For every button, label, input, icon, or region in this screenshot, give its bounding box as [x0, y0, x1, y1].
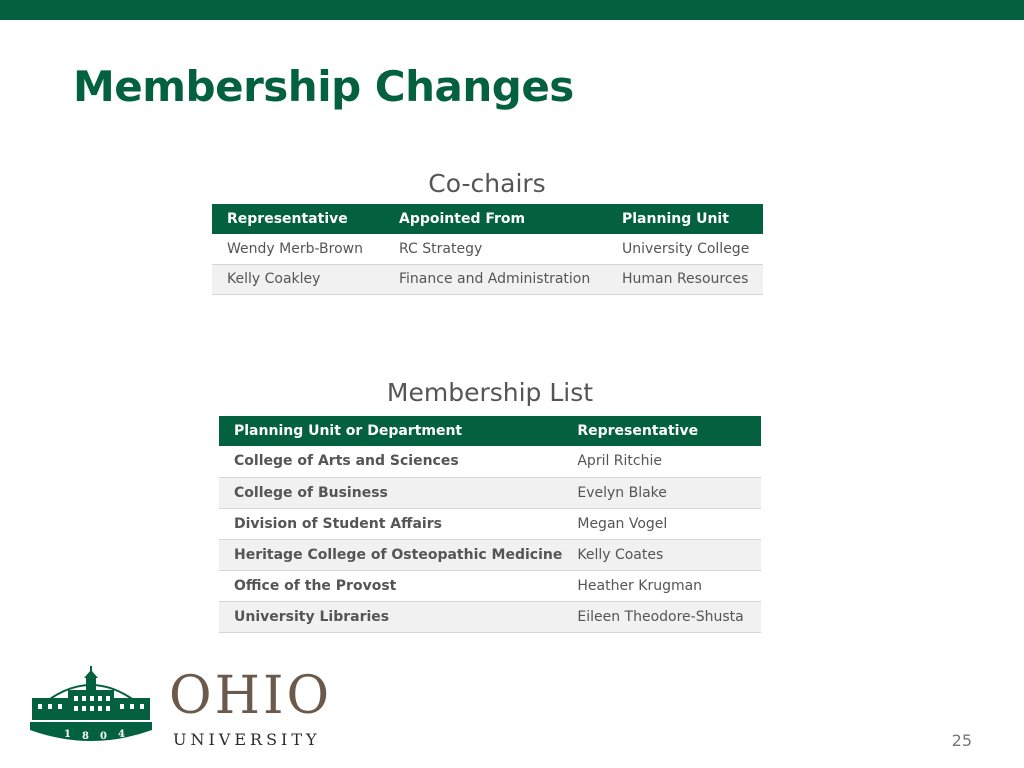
- column-header: Planning Unit: [607, 204, 763, 234]
- table-cell: April Ritchie: [562, 446, 761, 477]
- membership-caption: Membership List: [386, 378, 594, 407]
- column-header: Appointed From: [384, 204, 607, 234]
- table-row: [219, 601, 761, 632]
- svg-text:8: 8: [82, 731, 89, 742]
- table-cell: Eileen Theodore-Shusta: [562, 601, 761, 632]
- column-header: Planning Unit or Department: [219, 416, 562, 446]
- svg-text:4: 4: [118, 729, 125, 740]
- table-cell: Megan Vogel: [562, 508, 761, 539]
- logo-wordmark: OHIO: [169, 666, 333, 726]
- table-cell: College of Business: [219, 477, 562, 508]
- svg-text:1: 1: [64, 729, 71, 740]
- cutler-hall-emblem-icon: [28, 666, 154, 752]
- top-accent-bar: [0, 0, 1024, 20]
- table-cell: Kelly Coates: [562, 539, 761, 570]
- slide-title: Membership Changes: [73, 62, 574, 111]
- table-cell: Heather Krugman: [562, 570, 761, 601]
- cochairs-table: [212, 204, 763, 295]
- table-cell: Finance and Administration: [384, 264, 607, 294]
- table-cell: Wendy Merb-Brown: [212, 234, 384, 264]
- table-header-row: [212, 204, 763, 234]
- table-cell: Human Resources: [607, 264, 763, 294]
- table-header-row: [219, 416, 761, 446]
- table-cell: Heritage College of Osteopathic Medicine: [219, 539, 562, 570]
- membership-table: [219, 416, 761, 633]
- table-row: [219, 539, 761, 570]
- column-header: Representative: [562, 416, 761, 446]
- table-row: [212, 264, 763, 294]
- table-cell: Office of the Provost: [219, 570, 562, 601]
- table-row: [219, 508, 761, 539]
- table-cell: University Libraries: [219, 601, 562, 632]
- cochairs-caption: Co-chairs: [428, 169, 546, 198]
- page-number: 25: [951, 731, 972, 750]
- logo-subtitle: UNIVERSITY: [173, 730, 321, 749]
- column-header: Representative: [212, 204, 384, 234]
- table-row: [219, 570, 761, 601]
- table-cell: Evelyn Blake: [562, 477, 761, 508]
- table-row: [212, 234, 763, 264]
- table-cell: RC Strategy: [384, 234, 607, 264]
- table-cell: Kelly Coakley: [212, 264, 384, 294]
- table-row: [219, 477, 761, 508]
- table-row: [219, 446, 761, 477]
- ohio-university-logo: [28, 666, 333, 754]
- table-cell: Division of Student Affairs: [219, 508, 562, 539]
- table-cell: University College: [607, 234, 763, 264]
- table-cell: College of Arts and Sciences: [219, 446, 562, 477]
- svg-text:0: 0: [100, 731, 107, 742]
